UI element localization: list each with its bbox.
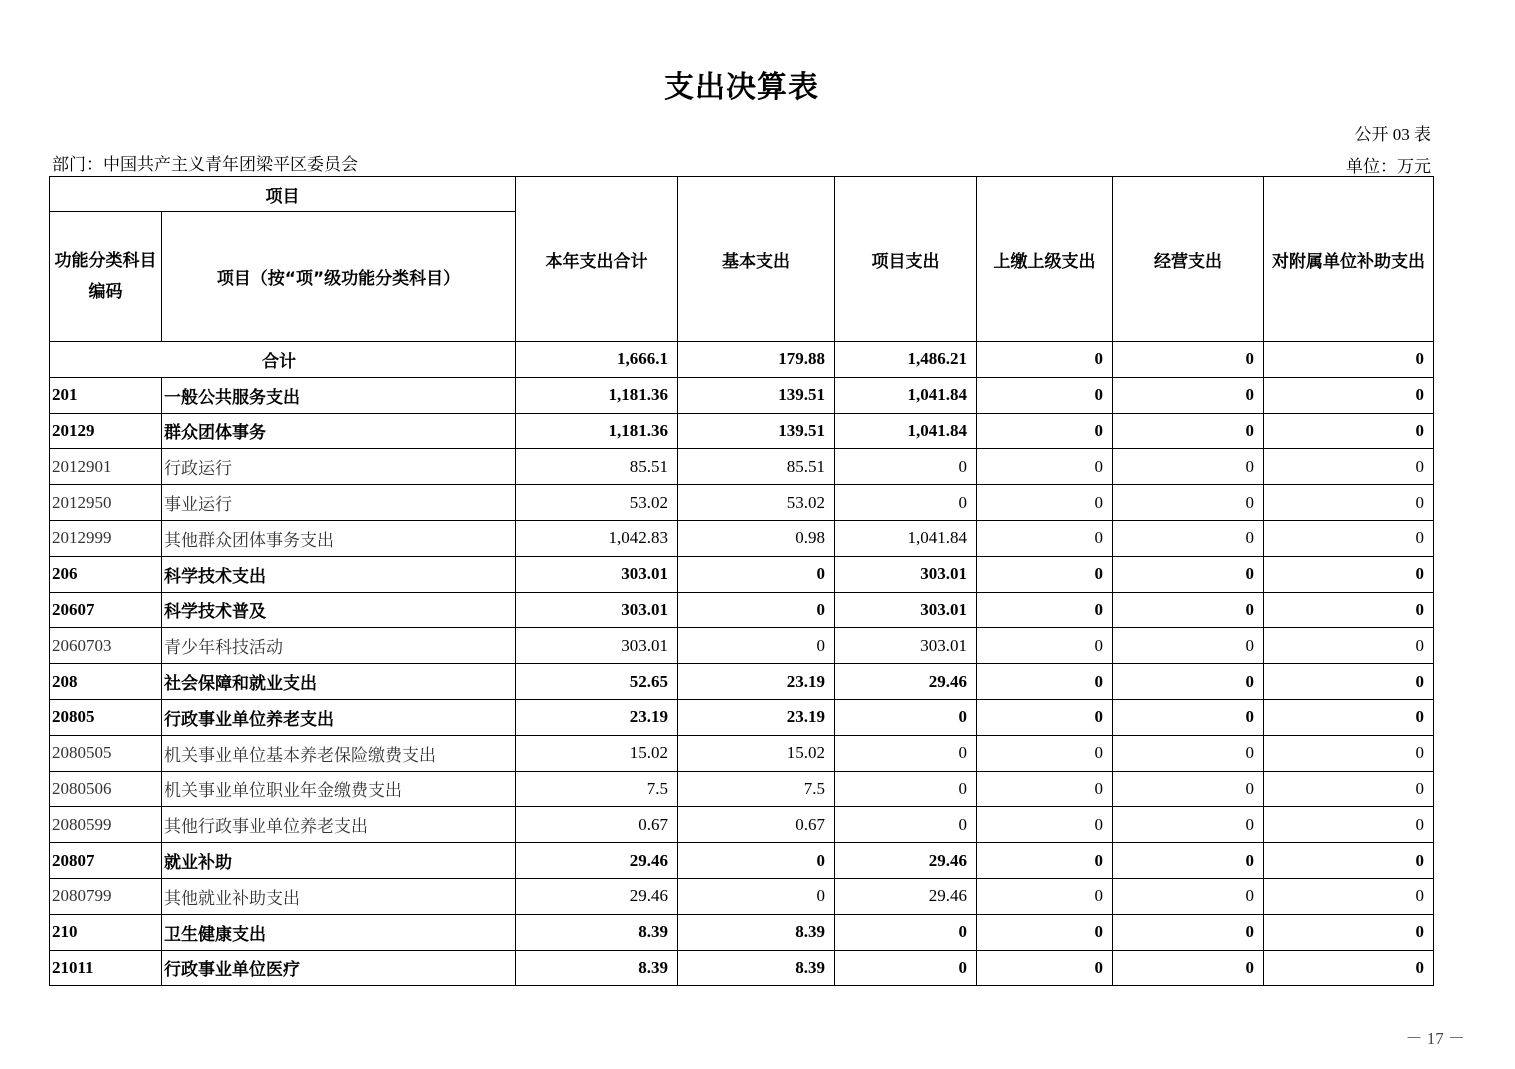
table-row: [50, 520, 1434, 556]
table-row: [50, 771, 1434, 807]
table-row: [50, 735, 1434, 771]
header-subsidy: 对附属单位补助支出: [1264, 177, 1434, 342]
table-row: [50, 843, 1434, 879]
row-upper: 0: [977, 735, 1113, 771]
table-row: [50, 592, 1434, 628]
row-code: 2060703: [50, 628, 162, 664]
row-upper: 0: [977, 377, 1113, 413]
row-code: 2012901: [50, 449, 162, 485]
row-code: 208: [50, 664, 162, 700]
row-total: 303.01: [516, 592, 678, 628]
row-name: 机关事业单位基本养老保险缴费支出: [162, 735, 516, 771]
table-row: [50, 449, 1434, 485]
row-business: 0: [1113, 485, 1264, 521]
row-subsidy: 0: [1264, 449, 1434, 485]
row-total: 303.01: [516, 556, 678, 592]
row-name: 卫生健康支出: [162, 914, 516, 950]
row-project: 0: [835, 950, 977, 986]
header-basic: 基本支出: [678, 177, 835, 342]
row-total: 1,042.83: [516, 520, 678, 556]
summary-upper: 0: [977, 342, 1113, 378]
row-name: 机关事业单位职业年金缴费支出: [162, 771, 516, 807]
row-subsidy: 0: [1264, 771, 1434, 807]
row-total: 0.67: [516, 807, 678, 843]
summary-row: [50, 342, 1434, 378]
table-row: [50, 807, 1434, 843]
row-business: 0: [1113, 735, 1264, 771]
row-code: 2080799: [50, 878, 162, 914]
table-row: [50, 664, 1434, 700]
row-subsidy: 0: [1264, 807, 1434, 843]
summary-project: 1,486.21: [835, 342, 977, 378]
row-upper: 0: [977, 520, 1113, 556]
row-business: 0: [1113, 449, 1264, 485]
row-basic: 8.39: [678, 914, 835, 950]
row-upper: 0: [977, 628, 1113, 664]
row-upper: 0: [977, 449, 1113, 485]
row-upper: 0: [977, 914, 1113, 950]
row-project: 29.46: [835, 878, 977, 914]
row-subsidy: 0: [1264, 699, 1434, 735]
table-row: [50, 628, 1434, 664]
row-name: 其他就业补助支出: [162, 878, 516, 914]
row-project: 0: [835, 914, 977, 950]
row-upper: 0: [977, 556, 1113, 592]
row-basic: 139.51: [678, 413, 835, 449]
table-row: [50, 413, 1434, 449]
row-project: 0: [835, 485, 977, 521]
row-project: 303.01: [835, 592, 977, 628]
row-basic: 15.02: [678, 735, 835, 771]
row-business: 0: [1113, 377, 1264, 413]
row-total: 23.19: [516, 699, 678, 735]
row-subsidy: 0: [1264, 843, 1434, 879]
row-project: 0: [835, 699, 977, 735]
header-item-group: 项目: [50, 177, 516, 212]
form-number: 公开 03 表: [1354, 125, 1431, 144]
row-code: 21011: [50, 950, 162, 986]
row-basic: 0: [678, 628, 835, 664]
row-project: 0: [835, 807, 977, 843]
summary-label: 合计: [50, 342, 516, 378]
row-upper: 0: [977, 699, 1113, 735]
header-name: 项目（按“项”级功能分类科目）: [162, 212, 516, 342]
row-basic: 139.51: [678, 377, 835, 413]
row-basic: 23.19: [678, 664, 835, 700]
row-subsidy: 0: [1264, 735, 1434, 771]
row-subsidy: 0: [1264, 520, 1434, 556]
row-business: 0: [1113, 771, 1264, 807]
row-total: 15.02: [516, 735, 678, 771]
row-code: 201: [50, 377, 162, 413]
row-name: 科学技术支出: [162, 556, 516, 592]
row-business: 0: [1113, 950, 1264, 986]
row-code: 2012950: [50, 485, 162, 521]
row-total: 303.01: [516, 628, 678, 664]
row-upper: 0: [977, 771, 1113, 807]
row-upper: 0: [977, 592, 1113, 628]
row-name: 行政事业单位医疗: [162, 950, 516, 986]
row-upper: 0: [977, 413, 1113, 449]
unit-label: 单位：万元: [1346, 157, 1431, 176]
table-row: [50, 485, 1434, 521]
row-code: 2080505: [50, 735, 162, 771]
row-code: 2012999: [50, 520, 162, 556]
row-basic: 0: [678, 843, 835, 879]
row-total: 29.46: [516, 878, 678, 914]
header-project: 项目支出: [835, 177, 977, 342]
row-business: 0: [1113, 413, 1264, 449]
department-label: 部门：中国共产主义青年团梁平区委员会: [52, 155, 358, 174]
row-business: 0: [1113, 592, 1264, 628]
row-total: 29.46: [516, 843, 678, 879]
row-basic: 0: [678, 556, 835, 592]
row-name: 其他群众团体事务支出: [162, 520, 516, 556]
row-business: 0: [1113, 520, 1264, 556]
row-project: 0: [835, 735, 977, 771]
row-basic: 7.5: [678, 771, 835, 807]
row-project: 0: [835, 449, 977, 485]
row-business: 0: [1113, 628, 1264, 664]
header-code: 功能分类科目编码: [50, 212, 162, 342]
row-code: 2080506: [50, 771, 162, 807]
row-name: 群众团体事务: [162, 413, 516, 449]
row-name: 科学技术普及: [162, 592, 516, 628]
row-subsidy: 0: [1264, 950, 1434, 986]
header-total: 本年支出合计: [516, 177, 678, 342]
page-title: 支出决算表: [664, 70, 819, 105]
row-subsidy: 0: [1264, 878, 1434, 914]
summary-basic: 179.88: [678, 342, 835, 378]
row-code: 2080599: [50, 807, 162, 843]
row-basic: 0: [678, 592, 835, 628]
row-business: 0: [1113, 843, 1264, 879]
row-code: 20129: [50, 413, 162, 449]
row-business: 0: [1113, 878, 1264, 914]
row-upper: 0: [977, 664, 1113, 700]
row-total: 8.39: [516, 914, 678, 950]
row-total: 7.5: [516, 771, 678, 807]
header-upper: 上缴上级支出: [977, 177, 1113, 342]
row-upper: 0: [977, 950, 1113, 986]
expenditure-table: [49, 176, 1434, 986]
row-subsidy: 0: [1264, 664, 1434, 700]
row-upper: 0: [977, 807, 1113, 843]
row-name: 事业运行: [162, 485, 516, 521]
row-name: 就业补助: [162, 843, 516, 879]
row-basic: 0.67: [678, 807, 835, 843]
header-business: 经营支出: [1113, 177, 1264, 342]
table-row: [50, 556, 1434, 592]
row-total: 53.02: [516, 485, 678, 521]
row-name: 一般公共服务支出: [162, 377, 516, 413]
row-total: 1,181.36: [516, 413, 678, 449]
table-row: [50, 914, 1434, 950]
row-total: 1,181.36: [516, 377, 678, 413]
row-name: 其他行政事业单位养老支出: [162, 807, 516, 843]
row-upper: 0: [977, 843, 1113, 879]
row-name: 社会保障和就业支出: [162, 664, 516, 700]
row-subsidy: 0: [1264, 377, 1434, 413]
row-total: 85.51: [516, 449, 678, 485]
row-business: 0: [1113, 556, 1264, 592]
summary-subsidy: 0: [1264, 342, 1434, 378]
row-business: 0: [1113, 807, 1264, 843]
row-business: 0: [1113, 699, 1264, 735]
row-subsidy: 0: [1264, 413, 1434, 449]
row-basic: 8.39: [678, 950, 835, 986]
row-project: 1,041.84: [835, 377, 977, 413]
row-basic: 0.98: [678, 520, 835, 556]
summary-business: 0: [1113, 342, 1264, 378]
row-project: 29.46: [835, 664, 977, 700]
row-code: 20805: [50, 699, 162, 735]
row-upper: 0: [977, 878, 1113, 914]
row-basic: 85.51: [678, 449, 835, 485]
row-project: 0: [835, 771, 977, 807]
row-project: 303.01: [835, 556, 977, 592]
row-name: 行政运行: [162, 449, 516, 485]
row-upper: 0: [977, 485, 1113, 521]
table-row: [50, 699, 1434, 735]
summary-total: 1,666.1: [516, 342, 678, 378]
row-project: 303.01: [835, 628, 977, 664]
row-subsidy: 0: [1264, 628, 1434, 664]
row-basic: 23.19: [678, 699, 835, 735]
table-row: [50, 950, 1434, 986]
row-subsidy: 0: [1264, 592, 1434, 628]
row-business: 0: [1113, 914, 1264, 950]
row-total: 52.65: [516, 664, 678, 700]
row-business: 0: [1113, 664, 1264, 700]
table-row: [50, 377, 1434, 413]
row-code: 206: [50, 556, 162, 592]
row-project: 29.46: [835, 843, 977, 879]
row-total: 8.39: [516, 950, 678, 986]
row-subsidy: 0: [1264, 485, 1434, 521]
row-name: 青少年科技活动: [162, 628, 516, 664]
row-basic: 0: [678, 878, 835, 914]
row-code: 20607: [50, 592, 162, 628]
row-subsidy: 0: [1264, 914, 1434, 950]
row-project: 1,041.84: [835, 413, 977, 449]
row-subsidy: 0: [1264, 556, 1434, 592]
row-name: 行政事业单位养老支出: [162, 699, 516, 735]
page-number: － 17 －: [1405, 1029, 1465, 1048]
row-basic: 53.02: [678, 485, 835, 521]
row-project: 1,041.84: [835, 520, 977, 556]
row-code: 210: [50, 914, 162, 950]
table-row: [50, 878, 1434, 914]
row-code: 20807: [50, 843, 162, 879]
